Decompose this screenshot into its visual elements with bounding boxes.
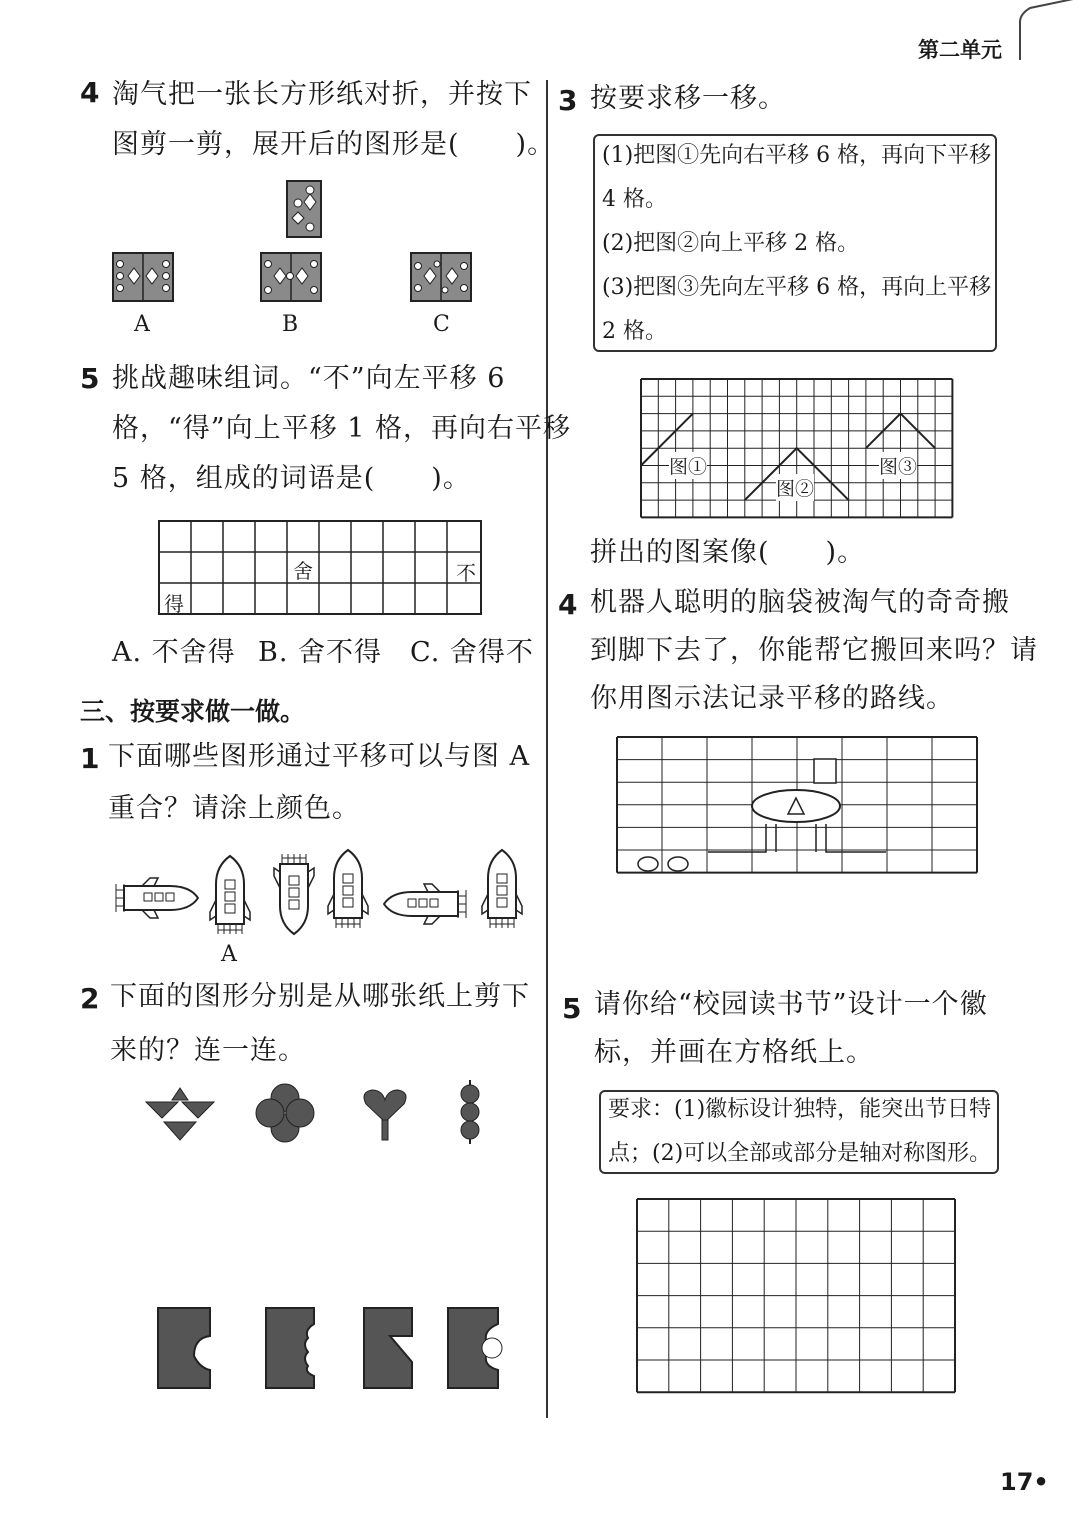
r-q4-number: 4 xyxy=(558,588,578,621)
q5-option-b[interactable]: B. 舍不得 xyxy=(258,637,383,668)
fig-2-label: 图② xyxy=(776,474,814,501)
section-3-heading: 三、按要求做一做。 xyxy=(80,697,306,726)
design-grid[interactable] xyxy=(636,1198,956,1394)
r-q4-text-line1: 机器人聪明的脑袋被淘气的奇奇搬 xyxy=(590,587,1010,618)
r-q3-instr-line3: (2)把图②向上平移 2 格。 xyxy=(602,231,860,256)
rocket-a-label: A xyxy=(221,942,237,967)
r-q5-text-line2: 标，并画在方格纸上。 xyxy=(594,1037,874,1068)
s1-number: 1 xyxy=(80,742,100,775)
rocket-horizontal-1[interactable] xyxy=(114,878,200,918)
word-grid xyxy=(158,520,482,616)
option-c-figure[interactable] xyxy=(410,252,472,302)
r-q3-instr-line2: 4 格。 xyxy=(602,187,667,212)
r-q5-req-line2: 点；(2)可以全部或部分是轴对称图形。 xyxy=(608,1141,992,1166)
rocket-down[interactable] xyxy=(272,852,316,936)
folded-paper-figure xyxy=(286,180,322,240)
q5-option-c[interactable]: C. 舍得不 xyxy=(410,637,534,668)
q4-number: 4 xyxy=(80,76,100,109)
r-q5-text-line1: 请你给“校园读书节”设计一个徽 xyxy=(594,989,988,1020)
robot-grid xyxy=(616,736,978,876)
paper-4[interactable] xyxy=(446,1306,500,1390)
r-q5-number: 5 xyxy=(562,992,582,1025)
q5-number: 5 xyxy=(80,362,100,395)
r-q3-answer: 拼出的图案像( )。 xyxy=(590,537,866,568)
paper-2[interactable] xyxy=(264,1306,316,1390)
option-a-label: A xyxy=(134,312,150,337)
cut-shape-beads[interactable] xyxy=(454,1080,486,1144)
rocket-up-2[interactable] xyxy=(326,848,370,932)
r-q5-req-line1: 要求：(1)徽标设计独特，能突出节日特 xyxy=(608,1097,992,1122)
q5-text-line1: 挑战趣味组词。“不”向左平移 6 xyxy=(112,363,506,394)
r-q3-instr-line5: 2 格。 xyxy=(602,319,667,344)
r-q3-instr-line4: (3)把图③先向左平移 6 格，再向上平移 xyxy=(602,275,992,300)
rocket-horizontal-2[interactable] xyxy=(382,884,468,924)
option-b-figure[interactable] xyxy=(260,252,322,302)
cut-shape-triangles[interactable] xyxy=(144,1086,216,1142)
page-number-text: 17 xyxy=(1000,1468,1034,1496)
page-corner-decoration xyxy=(1018,0,1080,70)
s2-text-line2: 来的？连一连。 xyxy=(110,1035,306,1066)
s2-text-line1: 下面的图形分别是从哪张纸上剪下 xyxy=(110,981,530,1012)
q5-option-a[interactable]: A. 不舍得 xyxy=(112,637,236,668)
unit-title: 第二单元 xyxy=(918,38,1002,62)
r-q3-number: 3 xyxy=(558,84,578,117)
cut-shape-heart[interactable] xyxy=(360,1086,410,1142)
fig-1-label: 图① xyxy=(669,452,707,479)
rocket-a[interactable] xyxy=(208,854,252,938)
q5-text-line2: 格，“得”向上平移 1 格，再向右平移 xyxy=(112,413,571,444)
paper-3[interactable] xyxy=(362,1306,414,1390)
s2-number: 2 xyxy=(80,982,100,1015)
fig-3-label: 图③ xyxy=(879,452,917,479)
r-q3-title: 按要求移一移。 xyxy=(590,83,786,114)
rocket-up-3[interactable] xyxy=(480,848,524,932)
q4-text-line2: 图剪一剪，展开后的图形是( )。 xyxy=(112,129,556,160)
page-number-dot: • xyxy=(1033,1468,1049,1496)
page-number xyxy=(1000,1468,1049,1496)
column-divider xyxy=(546,80,548,1418)
r-q3-instr-line1: (1)把图①先向右平移 6 格，再向下平移 xyxy=(602,143,992,168)
q4-text-line1: 淘气把一张长方形纸对折，并按下 xyxy=(112,79,532,110)
option-b-label: B xyxy=(282,312,299,337)
s1-text-line1: 下面哪些图形通过平移可以与图 A xyxy=(108,741,531,772)
option-c-label: C xyxy=(433,312,450,337)
paper-1[interactable] xyxy=(156,1306,212,1390)
grid-char-de: 得 xyxy=(164,592,184,616)
r-q4-text-line2: 到脚下去了，你能帮它搬回来吗？请 xyxy=(590,635,1038,666)
grid-char-she: 舍 xyxy=(293,559,313,583)
cut-shape-clover[interactable] xyxy=(252,1082,318,1144)
grid-char-bu: 不 xyxy=(456,561,476,585)
option-a-figure[interactable] xyxy=(112,252,174,302)
s1-text-line2: 重合？请涂上颜色。 xyxy=(108,793,360,824)
r-q4-text-line3: 你用图示法记录平移的路线。 xyxy=(590,683,954,714)
q5-text-line3: 5 格，组成的词语是( )。 xyxy=(112,463,471,494)
